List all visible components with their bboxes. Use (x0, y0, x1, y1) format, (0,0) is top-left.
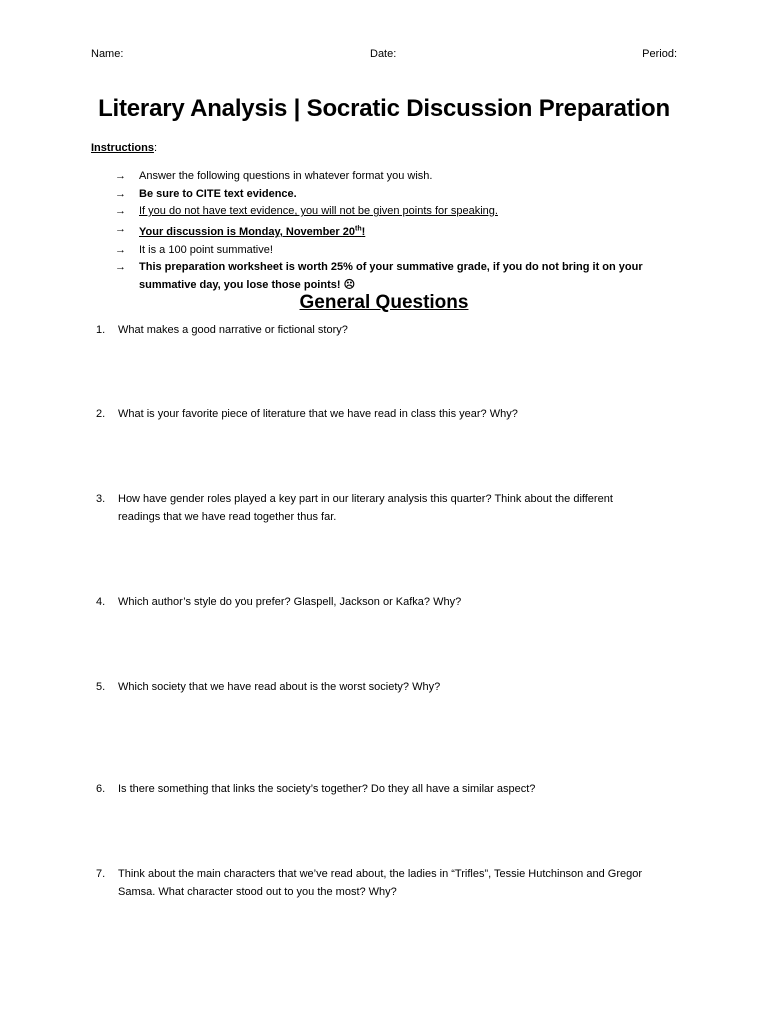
instructions-colon: : (153, 142, 158, 154)
question-number: 1. (96, 324, 106, 336)
question-text: Is there something that links the society’s together? Do they all have a similar aspect? (118, 783, 536, 795)
instructions-list (115, 168, 660, 294)
arrow-icon: → (115, 261, 126, 274)
question-item (96, 865, 656, 901)
question-text: What is your favorite piece of literature that we have read in class this year? Why? (118, 408, 518, 420)
question-item (96, 593, 656, 611)
instruction-text: It is a 100 point summative! (139, 243, 273, 256)
instruction-item (115, 242, 660, 260)
instruction-text: If you do not have text evidence, you will not be given points for speaking. (139, 205, 498, 217)
section-heading: General Questions (299, 292, 469, 313)
arrow-icon: → (115, 243, 126, 256)
instructions-label: Instructions (91, 142, 154, 154)
instruction-text: Answer the following questions in whatever format you wish. (139, 170, 433, 182)
period-label: Period: (642, 48, 677, 60)
instruction-item (115, 259, 660, 294)
question-text: Think about the main characters that we’ve read about, the ladies in “Trifles”, Tessie Hutchinson and Gregor Samsa. What character stood out to you the most? Why? (118, 868, 642, 898)
question-text: Which author’s style do you prefer? Glaspell, Jackson or Kafka? Why? (118, 596, 462, 608)
question-number: 7. (96, 868, 106, 880)
question-text: How have gender roles played a key part in our literary analysis this quarter? Think about the different readings that we have read together thus far. (118, 493, 613, 523)
arrow-icon: → (115, 187, 126, 200)
instructions-heading (91, 142, 157, 154)
question-number: 2. (96, 408, 106, 420)
name-label: Name: (91, 48, 124, 60)
question-item (96, 490, 656, 526)
date-superscript: th (354, 225, 362, 233)
page-title: Literary Analysis | Socratic Discussion Preparation (98, 95, 670, 122)
question-number: 4. (96, 596, 106, 608)
arrow-icon: → (115, 205, 126, 217)
question-text: What makes a good narrative or fictional story? (118, 324, 348, 336)
instruction-item (115, 221, 660, 242)
instruction-text: This preparation worksheet is worth 25% of your summative grade, if you do not bring it on your summative day, you lose those points! ☹ (139, 261, 643, 291)
question-number: 3. (96, 493, 106, 505)
date-suffix: ! (361, 226, 366, 239)
question-number: 6. (96, 783, 106, 795)
instruction-item (115, 203, 660, 221)
instruction-item (115, 186, 660, 204)
question-item (96, 678, 656, 696)
question-number: 5. (96, 681, 106, 693)
instruction-text: Be sure to CITE text evidence. (139, 187, 297, 200)
header-row (91, 48, 677, 64)
question-text: Which society that we have read about is the worst society? Why? (118, 681, 441, 693)
question-item (96, 780, 656, 798)
arrow-icon: → (115, 222, 126, 235)
date-label: Date: (370, 48, 397, 60)
question-item (96, 321, 656, 339)
discussion-date-text: Your discussion is Monday, November 20 (139, 226, 355, 239)
instruction-item (115, 168, 660, 186)
arrow-icon: → (115, 170, 126, 182)
instruction-text (139, 226, 365, 238)
question-item (96, 405, 656, 423)
